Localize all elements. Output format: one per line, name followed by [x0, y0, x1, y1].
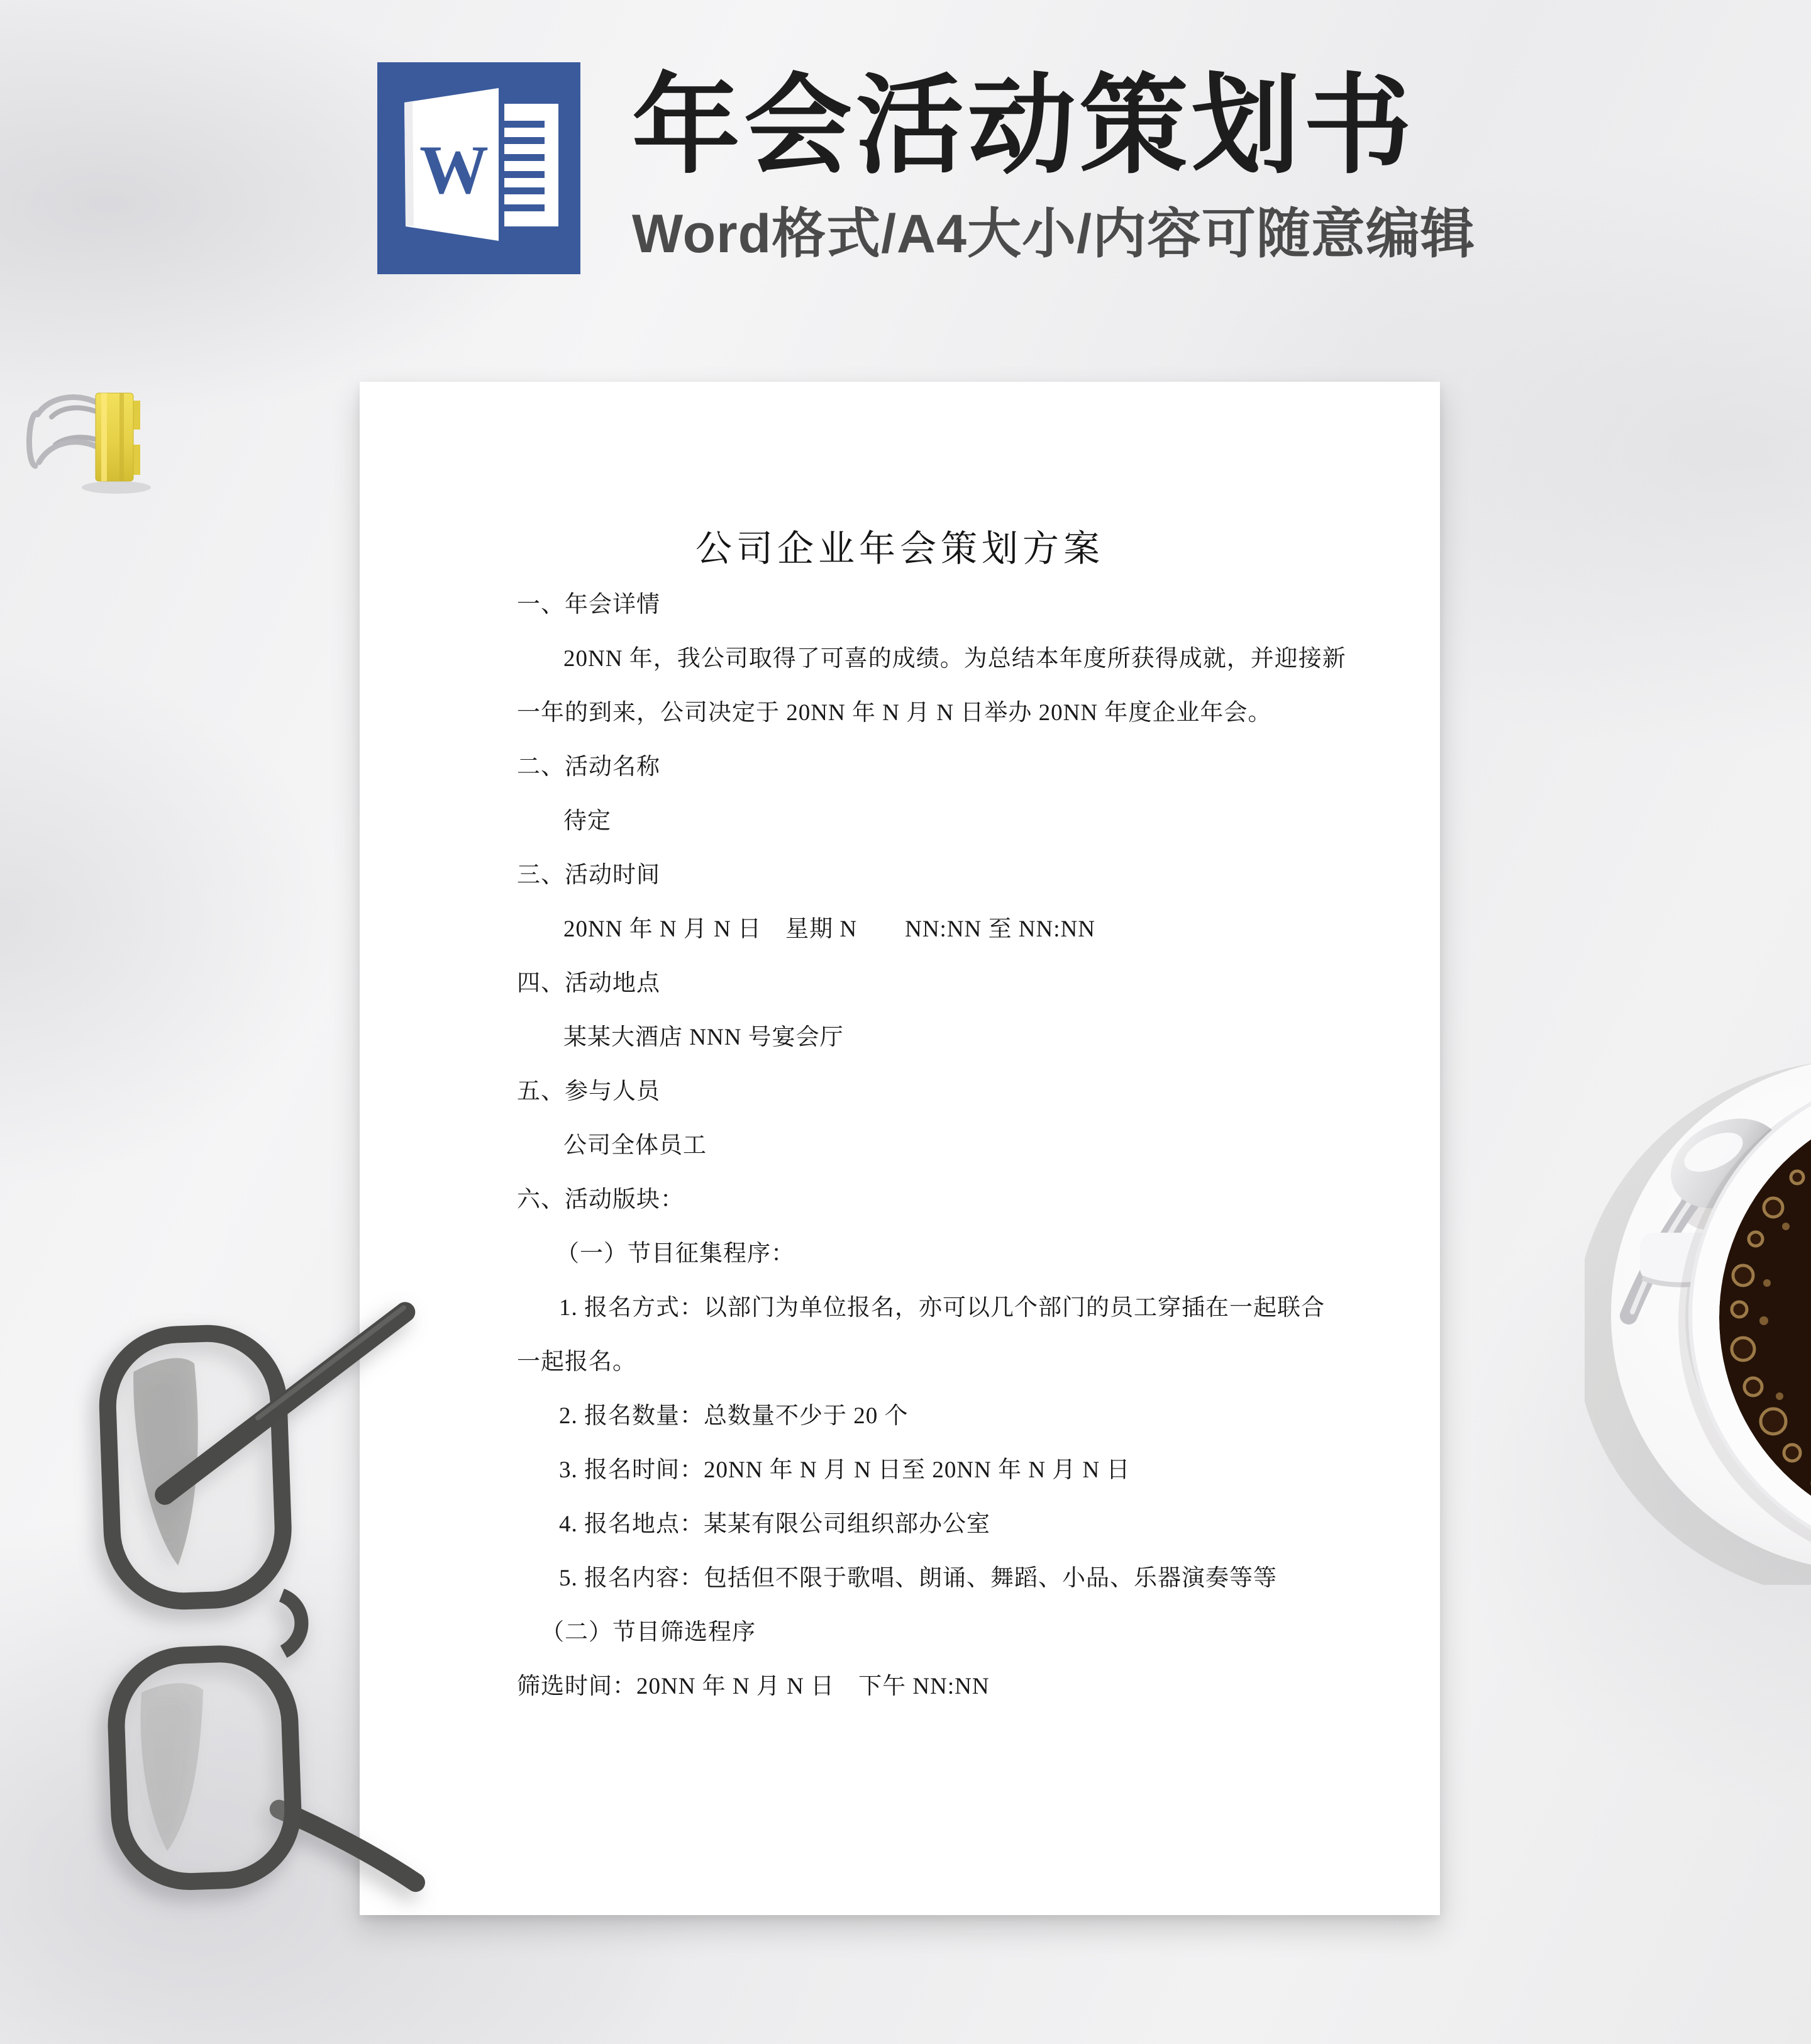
doc-line: （二）节目筛选程序 — [541, 1619, 756, 1645]
doc-line: 一年的到来，公司决定于 20NN 年 N 月 N 日举办 20NN 年度企业年会。 — [517, 700, 1272, 726]
document-body — [517, 578, 1346, 1714]
doc-line: 一起报名。 — [517, 1349, 636, 1375]
doc-line: 4. 报名地点：某某有限公司组织部办公室 — [559, 1511, 990, 1537]
promo-subtitle: Word格式/A4大小/内容可随意编辑 — [632, 204, 1475, 264]
promo-title: 年会活动策划书 — [632, 65, 1415, 186]
doc-line: 二、活动名称 — [517, 754, 660, 780]
doc-line: 20NN 年，我公司取得了可喜的成绩。为总结本年度所获得成就，并迎接新 — [563, 646, 1346, 672]
doc-line: 20NN 年 N 月 N 日 星期 N NN:NN 至 NN:NN — [563, 916, 1095, 942]
doc-line: 某某大酒店 NNN 号宴会厅 — [563, 1025, 844, 1050]
doc-line: 六、活动版块： — [517, 1187, 684, 1213]
coffee-cup-icon — [1585, 1019, 1811, 1585]
doc-line: 筛选时间：20NN 年 N 月 N 日 下午 NN:NN — [517, 1674, 990, 1699]
doc-line: 待定 — [563, 808, 611, 834]
binder-clip-icon — [13, 374, 163, 500]
doc-line: 五、参与人员 — [517, 1079, 660, 1104]
doc-line: （一）节目征集程序： — [556, 1241, 795, 1267]
document-title: 公司企业年会策划方案 — [695, 528, 1104, 569]
doc-line: 四、活动地点 — [517, 970, 660, 996]
document-page — [360, 382, 1440, 1915]
glasses-icon — [38, 1283, 478, 1918]
doc-line: 一、年会详情 — [517, 592, 660, 618]
doc-line: 1. 报名方式：以部门为单位报名，亦可以几个部门的员工穿插在一起联合 — [559, 1295, 1325, 1321]
doc-line: 公司全体员工 — [563, 1133, 707, 1158]
doc-line: 3. 报名时间：20NN 年 N 月 N 日至 20NN 年 N 月 N 日 — [559, 1457, 1131, 1483]
word-icon — [377, 62, 580, 274]
doc-line: 5. 报名内容：包括但不限于歌唱、朗诵、舞蹈、小品、乐器演奏等等 — [559, 1565, 1277, 1591]
doc-line: 三、活动时间 — [517, 862, 660, 888]
doc-line: 2. 报名数量：总数量不少于 20 个 — [559, 1403, 909, 1429]
word-icon-letter: W — [419, 131, 489, 208]
